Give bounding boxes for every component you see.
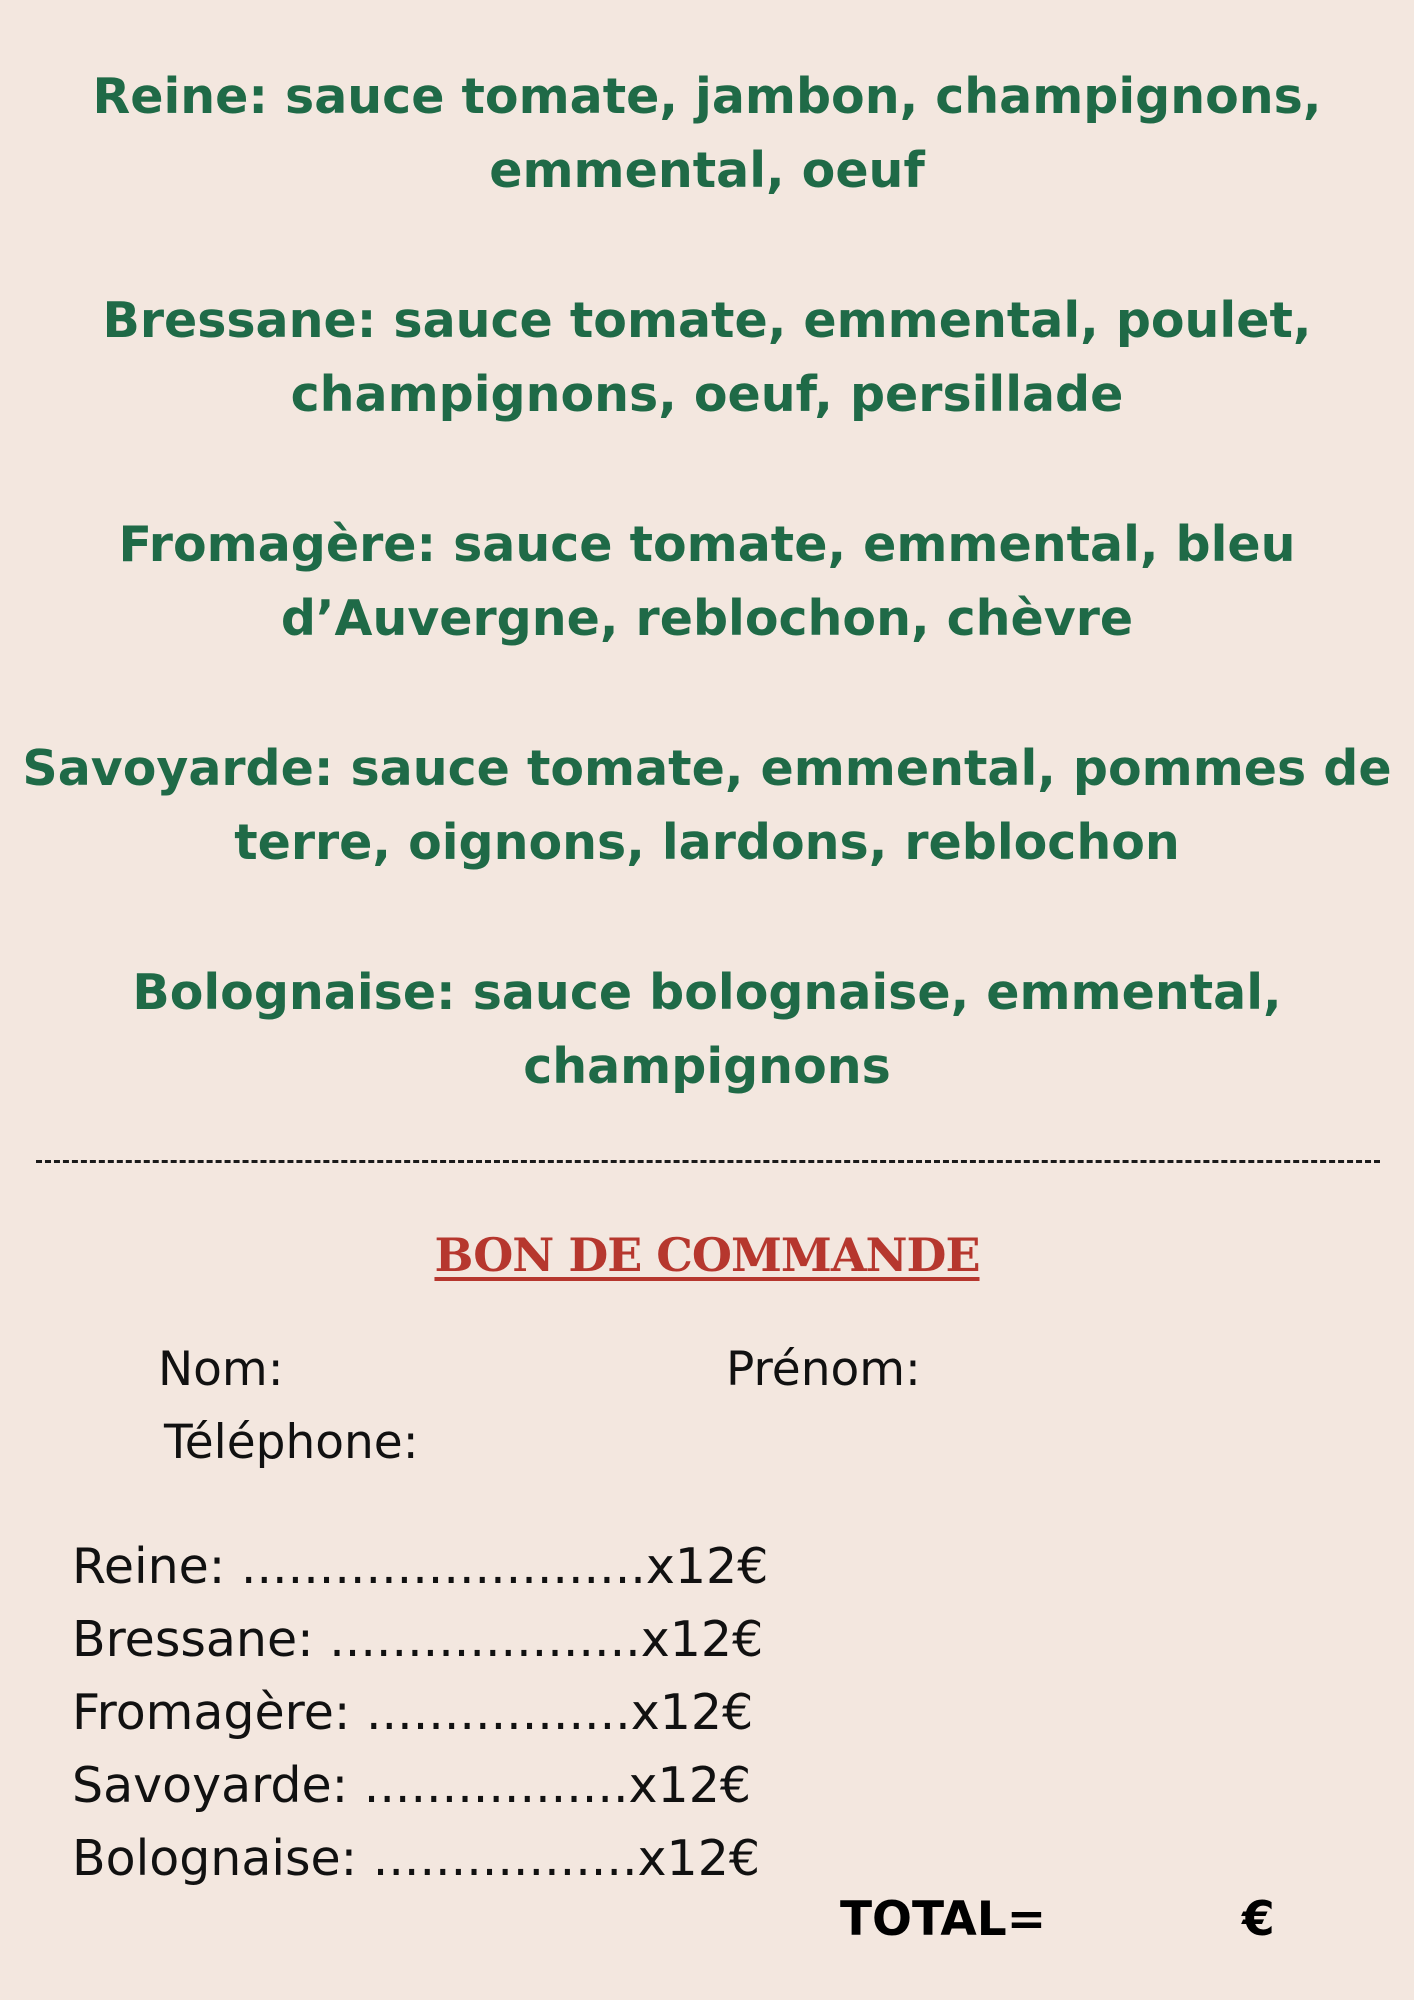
total-currency: € (1242, 1892, 1275, 1947)
order-form-title: BON DE COMMANDE (434, 1228, 980, 1282)
menu-item-line: terre, oignons, lardons, reblochon (234, 814, 1180, 871)
menu-item-line: Savoyarde: sauce tomate, emmental, pommes de (22, 740, 1392, 797)
menu-item-line: champignons, oeuf, persillade (290, 366, 1124, 423)
menu-item-line: d’Auvergne, reblochon, chèvre (280, 590, 1134, 647)
telephone-field-label: Téléphone: (164, 1415, 419, 1470)
menu-item-line: champignons (523, 1038, 891, 1095)
order-line-savoyarde: Savoyarde: .................x12€ (72, 1757, 752, 1814)
menu-item-reine (0, 60, 1414, 208)
order-line-bressane: Bressane: ....................x12€ (72, 1611, 764, 1668)
menu-item-savoyarde (0, 732, 1414, 880)
menu-item-line: Bressane: sauce tomate, emmental, poulet, (102, 292, 1312, 349)
prenom-field-label: Prénom: (726, 1342, 921, 1397)
nom-field-label: Nom: (158, 1342, 284, 1397)
total-label: TOTAL= (840, 1892, 1047, 1947)
order-lines (72, 1530, 768, 1895)
order-line-fromagere: Fromagère: .................x12€ (72, 1684, 754, 1741)
menu-item-line: Bolognaise: sauce bolognaise, emmental, (132, 964, 1282, 1021)
menu-item-bressane (0, 284, 1414, 432)
menu-item-line: Reine: sauce tomate, jambon, champignons, (92, 68, 1322, 125)
order-line-reine: Reine: ..........................x12€ (72, 1538, 769, 1595)
cut-line-separator (36, 1160, 1380, 1163)
order-line-bolognaise: Bolognaise: .................x12€ (72, 1830, 761, 1887)
menu-item-line: emmental, oeuf (489, 142, 925, 199)
pizza-menu (0, 60, 1414, 1104)
menu-item-line: Fromagère: sauce tomate, emmental, bleu (118, 516, 1296, 573)
menu-item-bolognaise (0, 956, 1414, 1104)
menu-item-fromagere (0, 508, 1414, 656)
